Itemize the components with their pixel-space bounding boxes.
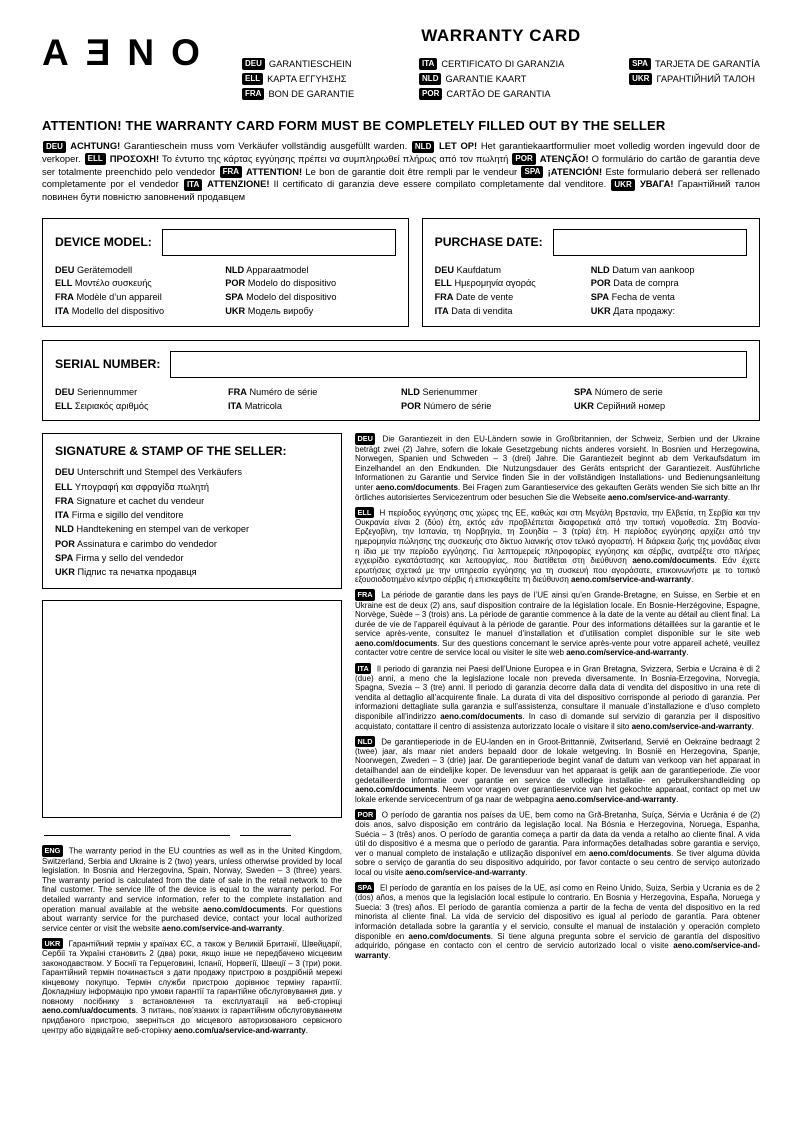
- language-code-badge: DEU: [355, 433, 375, 444]
- translation-label: Серійний номер: [596, 400, 666, 411]
- language-label: TARJETA DE GARANTÍA: [654, 59, 760, 69]
- translation-line: [401, 386, 574, 400]
- language-code-badge: POR: [512, 153, 535, 165]
- emphasis-text: aeno.com/service-and-warranty: [162, 923, 283, 933]
- language-label: CARTÃO DE GARANTIA: [446, 89, 551, 100]
- language-code-badge: SPA: [629, 58, 651, 70]
- device-model-label: DEVICE MODEL:: [55, 235, 152, 250]
- emphasis-text: УВАГА!: [635, 178, 674, 190]
- translation-column: [591, 264, 747, 319]
- device-model-box: [42, 218, 409, 327]
- language-list: [242, 58, 760, 103]
- translation-line: [228, 386, 401, 400]
- warranty-paragraph-por: POR O período de garantia nos países da UE, bem como na Grã-Bretanha, Suíça, Sérvia e Ucrânia é de (2) dois anos, salvo disposição em contrário da legislação local. Na Bósnia e Herzegovina, Noruega, Espanha, Suécia – 3 (três) anos. O período de garantia começa a partir da data da venda a retalho ao cliente final. A vida útil do dispositivo é a mesma que o período de garantia. Para informações detalhadas sobre garantia e serviço, ver o manual completo de instalação e utilização disponível em aeno.com/documents. Se tiver alguma dúvida sobre o serviço de garantia do seu dispositivo adquirido, por favor contacte o seu centro de serviço autorizado local ou visite aeno.com/service-and-warranty.: [355, 809, 760, 877]
- translation-column: [225, 264, 395, 319]
- translation-label: Fecha de venta: [611, 292, 675, 303]
- language-code-badge: SPA: [355, 882, 374, 893]
- signature-translations: [55, 465, 329, 579]
- language-code: POR: [225, 278, 246, 289]
- language-code: UKR: [574, 400, 594, 411]
- translation-line: [55, 508, 329, 522]
- translation-label: Número de serie: [594, 386, 663, 397]
- emphasis-text: LET OP!: [435, 140, 478, 152]
- language-item: [242, 58, 354, 70]
- translation-line: [435, 291, 591, 305]
- emphasis-text: ¡ATENCIÓN!: [544, 165, 603, 177]
- language-code-badge: FRA: [355, 589, 375, 600]
- language-code: ELL: [434, 278, 452, 289]
- translation-line: [225, 291, 395, 305]
- language-code-badge: SPA: [521, 166, 543, 178]
- field-boxes-row: [42, 218, 760, 327]
- language-code-badge: ENG: [42, 845, 63, 856]
- emphasis-text: aeno.com/service-and-warranty: [556, 794, 677, 804]
- translation-line: [228, 400, 401, 414]
- translation-label: Matricola: [244, 400, 282, 411]
- device-model-input[interactable]: [162, 229, 396, 256]
- language-code: SPA: [590, 292, 609, 303]
- translation-label: Date de vente: [456, 292, 514, 303]
- warranty-paragraph-ita: ITA Il periodo di garanzia nei Paesi dell’Unione Europea e in Gran Bretagna, Svizzera, Serbia e Ucraina è di 2 (due) anni, a meno che la legislazione locale non preveda diversamente. In Bosnia-Erzegovina, Norvegia, Spagna, Svezia – 3 (tre) anni. Il periodo di garanzia decorre dalla data di vendita del dispositivo in una rete di vendita al dettaglio all’acquirente finale. La durata di vita del dispositivo corrisponde al periodo di garanzia. Per informazioni dettagliate sulla garanzia e sull’assistenza, consultare il manuale d’installazione e d’uso completo disponibile all’indirizzo aeno.com/documents. In caso di domande sul servizio di garanzia per il dispositivo acquistato, contattare il centro di assistenza autorizzato locale o visitare il sito aeno.com/service-and-warranty.: [355, 663, 761, 731]
- serial-number-translations: [55, 386, 747, 414]
- language-label: CERTIFICATO DI GARANZIA: [441, 59, 565, 69]
- translation-column: [401, 386, 574, 414]
- translation-label: Gerätemodell: [76, 264, 133, 275]
- translation-line: [55, 291, 225, 305]
- language-label: GARANTIE KAART: [445, 74, 527, 85]
- language-code-badge: POR: [355, 809, 376, 820]
- bottom-section: [42, 433, 760, 1039]
- language-code: DEU: [55, 264, 75, 275]
- language-code-badge: ELL: [85, 153, 106, 165]
- emphasis-text: ΠΡΟΣΟΧΗ!: [106, 152, 160, 164]
- language-code: NLD: [225, 264, 245, 275]
- translation-label: Дата продажу:: [613, 306, 676, 317]
- signature-line-short: [240, 828, 290, 836]
- language-code: POR: [401, 400, 421, 411]
- language-code: SPA: [574, 386, 593, 397]
- language-item: [419, 88, 564, 100]
- language-code-badge: NLD: [412, 141, 434, 153]
- translation-line: [591, 291, 747, 305]
- emphasis-text: ATENÇÃO!: [536, 152, 589, 164]
- left-column: [42, 433, 342, 1039]
- language-code: DEU: [434, 264, 454, 275]
- language-item: [242, 73, 354, 85]
- serial-number-input[interactable]: [170, 351, 747, 378]
- device-model-translations: [55, 264, 396, 319]
- language-code: NLD: [401, 386, 420, 397]
- header: [42, 24, 760, 103]
- emphasis-text: ATTENZIONE!: [203, 178, 270, 190]
- emphasis-text: aeno.com/service-and-warranty: [566, 648, 687, 658]
- translation-label: Firma y sello del vendedor: [75, 552, 184, 563]
- language-code-badge: UKR: [611, 179, 634, 191]
- emphasis-text: ACHTUNG!: [66, 140, 121, 152]
- language-code: NLD: [55, 524, 74, 535]
- language-label: ГАРАНТІЙНИЙ ТАЛОН: [656, 74, 755, 85]
- language-label: BON DE GARANTIE: [268, 89, 355, 100]
- translation-label: Numéro de série: [249, 386, 318, 397]
- language-code: UKR: [590, 306, 611, 317]
- emphasis-text: aeno.com/documents: [408, 931, 491, 941]
- serial-number-label: SERIAL NUMBER:: [55, 357, 161, 372]
- signature-line-long: [44, 828, 230, 836]
- language-code: DEU: [55, 386, 75, 397]
- language-code: ITA: [434, 306, 449, 317]
- warranty-paragraph-eng: ENG The warranty period in the EU countries as well as in the United Kingdom, Switzerland, Serbia and Ukraine is 2 (two) years, unless otherwise provided by local legislation. In Bosnia and Herzegovina, Spain, Norway, Sweden – 3 (three) years. The warranty period is calculated from the date of sale in the retail network to the final customer. The service life of the device is equal to the warranty period. For detailed warranty and service information, refer to the complete installation and operation manual available at the website aeno.com/documents. For questions about warranty service for the purchased device, contact your local authorized service center or visit the website aeno.com/service-and-warranty.: [42, 846, 342, 933]
- translation-label: Підпис та печатка продавця: [77, 567, 197, 578]
- language-code: POR: [590, 278, 611, 289]
- language-code: FRA: [55, 495, 74, 506]
- translation-label: Σειριακός αριθμός: [74, 400, 149, 411]
- language-code: ITA: [55, 306, 70, 317]
- translation-label: Unterschrift und Stempel des Verkäufers: [76, 467, 242, 478]
- translation-line: [574, 400, 747, 414]
- page-title: WARRANTY CARD: [421, 26, 581, 45]
- translation-label: Apparaatmodel: [246, 264, 309, 275]
- language-code: SPA: [225, 292, 244, 303]
- translation-line: [55, 400, 228, 414]
- translation-label: Υπογραφή και σφραγίδα πωλητή: [74, 481, 209, 492]
- purchase-date-label: PURCHASE DATE:: [434, 235, 543, 250]
- language-item: [419, 58, 564, 70]
- language-code-badge: ITA: [355, 663, 371, 674]
- attention-text: DEU ACHTUNG! Garantieschein muss vom Verkäufer vollständig ausgefüllt warden. NLD LET OP! Het garantiekaartformulier moet volledig worden ingevuld door de verkoper. ELL ΠΡΟΣΟΧΗ! Το έντυπο της κάρτας εγγύησης πρέπει να συμπληρωθεί πλήρως από τον πωλητή POR ATENÇÃO! O formulário do cartão de garantia deve ser totalmente preenchido pelo vendedor FRA ATTENTION! Le bon de garantie doit être rempli par le vendeur SPA ¡ATENCIÓN! Este formulario deberá ser rellenado completamente por el vendedor ITA ATTENZIONE! Il certificato di garanzia deve essere compilato completamente dal venditore. UKR УВАГА! Гарантійний талон повинен бути повністю заповнений продавцем: [42, 140, 761, 202]
- translation-label: Modello del dispositivo: [71, 306, 165, 317]
- emphasis-text: aeno.com/service-and-warranty: [607, 492, 728, 502]
- language-code: UKR: [225, 306, 246, 317]
- device-model-head: [55, 229, 396, 256]
- header-right: [242, 24, 760, 103]
- translation-column: [435, 264, 591, 319]
- language-code: POR: [55, 538, 75, 549]
- language-code: ITA: [55, 510, 70, 521]
- translation-line: [401, 400, 574, 414]
- translation-line: [225, 305, 395, 319]
- language-code-badge: DEU: [43, 141, 66, 153]
- translation-line: [435, 264, 591, 278]
- warranty-paragraph-spa: SPA El período de garantía en los países de la UE, así como en Reino Unido, Suiza, Serbia y Ucrania es de 2 (dos) años, a menos que la legislación local estipule lo contrario. En Bosnia y Herzegovina, España, Noruega y Suecia: 3 (tres) años. El período de garantía comienza a partir de la fecha de venta del dispositivo en la red minorista al cliente final. La vida de servicio del dispositivo es igual al período de garantía. Para obtener información detallada sobre la garantía y el servicio, consulte el manual de instalación y operación completo disponible en aeno.com/documents. Si tiene alguna pregunta sobre el servicio de garantía del dispositivo adquirido, póngase en contacto con el centro de servicio autorizado local o visite aeno.com/service-and-warranty.: [355, 883, 761, 960]
- serial-number-head: [55, 351, 747, 378]
- language-code-badge: ITA: [184, 179, 202, 191]
- translation-label: Serienummer: [422, 386, 478, 397]
- language-code-badge: UKR: [42, 938, 63, 949]
- language-code: FRA: [55, 292, 74, 303]
- language-label: GARANTIESCHEIN: [268, 59, 352, 69]
- translation-line: [55, 565, 329, 579]
- emphasis-text: aeno.com/documents: [355, 785, 438, 795]
- signature-box: [42, 433, 342, 589]
- language-code-badge: FRA: [242, 88, 264, 100]
- language-code-badge: FRA: [220, 166, 242, 178]
- warranty-paragraph-ukr: UKR Гарантійний термін у країнах ЄС, а також у Великій Британії, Швейцарії, Сербії та Україні становить 2 (два) роки, якщо інше не передбачено місцевим законодавством. У Боснії та Герцеговині, Іспанії, Норвегії, Швеції – 3 (три) роки. Гарантійний термін починається з дати продажу пристрою в роздрібній мережі кінцевому покупцю. Термін служби пристрою дорівнює терміну гарантії. Докладнішу інформацію про умови гарантії та гарантійне обслуговування див. у повному посібнику з встановлення та експлуатації на веб-сторінці aeno.com/ua/documents. З питань, пов’язаних із гарантійним обслуговуванням придбаного пристрою, зверніться до місцевого авторизованого сервісного центру або відвідайте веб-сторінку aeno.com/ua/service-and-warranty.: [42, 938, 342, 1035]
- language-code: ELL: [55, 278, 73, 289]
- warranty-paragraph-fra: FRA La période de garantie dans les pays de l’UE ainsi qu’en Grande-Bretagne, en Suisse, en Serbie et en Ukraine est de deux (2) ans, sauf disposition contraire de la législation locale. En Bosnie-Herzégovine, Espagne, Norvège, Suède – 3 (trois) ans. La période de garantie commence à la date de la vente au détail au client final. La durée de vie de l’appareil équivaut à la période de garantie. Pour des informations détaillées sur la garantie et le service après-vente, consultez le manuel d’installation et d’utilisation complet disponible sur le site web aeno.com/documents. Sur des questions concernant le service après-vente pour votre appareil acheté, veuillez contacter votre centre de service local ou visiter le site web aeno.com/service-and-warranty.: [355, 590, 760, 658]
- translation-label: Seriennummer: [76, 386, 138, 397]
- language-code: SPA: [55, 552, 74, 563]
- emphasis-text: aeno.com/ua/service-and-warranty: [174, 1025, 306, 1035]
- language-code-badge: ITA: [419, 58, 437, 70]
- language-column: [629, 58, 760, 103]
- purchase-date-input[interactable]: [553, 229, 747, 256]
- translation-line: [574, 386, 747, 400]
- translation-line: [55, 465, 329, 479]
- translation-line: [55, 537, 329, 551]
- translation-line: [55, 305, 225, 319]
- language-code-badge: POR: [419, 88, 442, 100]
- language-column: [419, 58, 564, 103]
- language-item: [629, 73, 760, 85]
- purchase-date-head: [435, 229, 747, 256]
- right-column: [355, 433, 760, 964]
- translation-label: Modelo do dispositivo: [247, 278, 337, 289]
- emphasis-text: aeno.com/documents: [588, 848, 672, 858]
- language-item: [419, 73, 564, 85]
- language-code-badge: DEU: [242, 58, 265, 70]
- emphasis-text: aeno.com/ua/documents: [42, 1006, 136, 1016]
- language-code-badge: NLD: [419, 73, 441, 85]
- emphasis-text: ATTENTION!: [243, 165, 303, 177]
- translation-label: Data de compra: [613, 278, 679, 289]
- attention-heading: ATTENTION! THE WARRANTY CARD FORM MUST BE COMPLETELY FILLED OUT BY THE SELLER: [42, 118, 666, 134]
- emphasis-text: aeno.com/documents: [202, 904, 286, 914]
- translation-column: [574, 386, 747, 414]
- language-code-badge: NLD: [355, 736, 375, 747]
- warranty-paragraph-deu: DEU Die Garantiezeit in den EU-Ländern sowie in Großbritannien, der Schweiz, Serbien und der Ukraine beträgt zwei (2) Jahre, sofern die lokale Gesetzgebung nichts anderes vorsieht. In Bosnien und Herzegowina, Norwegen, Spanien und Schweden – 3 (drei) Jahre. Die Garantiezeit beginnt ab dem Verkaufsdatum im Einzelhandel an den Endkunden. Die Nutzungsdauer des Geräts entspricht der Garantiezeit. Ausführliche Informationen zu Garantie und Service finden Sie in der vollständigen Installations- und Bedienungsanleitung unter aeno.com/documents. Bei Fragen zum Garantieservice des gekauften Geräts wenden Sie sich bitte an Ihr örtliches autorisiertes Servicezentrum oder besuchen Sie die Webseite aeno.com/service-and-warranty.: [355, 434, 760, 502]
- translation-line: [55, 386, 228, 400]
- language-code: ITA: [228, 400, 243, 411]
- translation-column: [55, 264, 225, 319]
- language-code: ELL: [55, 400, 73, 411]
- translation-label: Μοντέλο συσκευής: [74, 278, 152, 289]
- emphasis-text: aeno.com/documents: [355, 638, 438, 648]
- language-code: UKR: [55, 567, 75, 578]
- language-column: [242, 58, 354, 103]
- emphasis-text: aeno.com/service-and-warranty: [405, 867, 526, 877]
- language-code: FRA: [228, 386, 247, 397]
- emphasis-text: aeno.com/documents: [440, 712, 523, 722]
- translation-label: Assinatura e carimbo do vendedor: [76, 538, 217, 549]
- translation-line: [591, 305, 747, 319]
- translation-label: Modelo del dispositivo: [246, 292, 337, 303]
- translation-line: [55, 522, 329, 536]
- serial-number-box: [42, 340, 760, 422]
- language-item: [629, 58, 760, 70]
- language-code-badge: UKR: [629, 73, 652, 85]
- translation-label: Handtekening en stempel van de verkoper: [76, 524, 250, 535]
- stamp-area[interactable]: [42, 600, 342, 818]
- aeno-logo: AƎNO: [42, 32, 217, 73]
- language-code: FRA: [434, 292, 454, 303]
- translation-line: [225, 277, 395, 291]
- translation-line: [225, 264, 395, 278]
- language-label: ΚΑΡΤΑ ΕΓΓΥΗΣΗΣ: [267, 74, 347, 85]
- translation-label: Kaufdatum: [456, 264, 501, 275]
- emphasis-text: aeno.com/service-and-warranty: [631, 721, 752, 731]
- translation-label: Модель виробу: [247, 306, 314, 317]
- warranty-paragraph-ell: ELL Η περίοδος εγγύησης στις χώρες της ΕΕ, καθώς και στη Μεγάλη Βρετανία, την Ελβετία, τη Σερβία και την Ουκρανία είναι 2 (δύο) έτη, εκτός εάν προβλέπεται διαφορετικά από την τοπική νομοθεσία. Στη Βοσνία-Ερζεγοβίνη, την Ισπανία, τη Νορβηγία, τη Σουηδία – 3 (τρία) έτη. Η περίοδος εγγύησης αρχίζει από την ημερομηνία πώλησης της συσκευής στο δίκτυο λιανικής στον τελικό αγοραστή. Η διάρκεια ζωής της μονάδας είναι η ίδια με την περίοδο εγγύησης. Για λεπτομερείς πληροφορίες εγγύησης και σέρβις, ανατρέξτε στο πλήρες εγχειρίδιο εγκατάστασης και λειτουργίας, που διατίθεται στη διεύθυνση aeno.com/documents. Εάν έχετε ερωτήσεις σχετικά με την υπηρεσία εγγύησης για τη συσκευή που αγοράσατε, επικοινωνήστε με το τοπικό εξουσιοδοτημένο κέντρο σέρβις ή επισκεφθείτε τη διεύθυνση aeno.com/service-and-warranty.: [355, 507, 761, 585]
- translation-label: Modèle d’un appareil: [76, 292, 162, 303]
- translation-line: [55, 494, 329, 508]
- translation-line: [55, 551, 329, 565]
- purchase-date-translations: [435, 264, 747, 319]
- translation-label: Número de série: [423, 400, 492, 411]
- language-code: DEU: [55, 467, 75, 478]
- emphasis-text: aeno.com/documents: [375, 482, 458, 492]
- language-code: ELL: [55, 481, 73, 492]
- translation-line: [435, 305, 591, 319]
- language-item: [242, 88, 354, 100]
- language-code-badge: ELL: [242, 73, 263, 85]
- translation-label: Firma e sigillo del venditore: [71, 510, 184, 521]
- translation-line: [55, 277, 225, 291]
- emphasis-text: aeno.com/service-and-warranty: [355, 941, 760, 960]
- translation-label: Ημερομηνία αγοράς: [454, 278, 536, 289]
- purchase-date-box: [422, 218, 760, 327]
- translation-column: [228, 386, 401, 414]
- translation-line: [55, 480, 329, 494]
- emphasis-text: aeno.com/service-and-warranty: [571, 575, 692, 585]
- signature-heading: SIGNATURE & STAMP OF THE SELLER:: [55, 444, 287, 459]
- translation-label: Signature et cachet du vendeur: [76, 495, 205, 506]
- language-code: NLD: [590, 264, 610, 275]
- warranty-paragraph-nld: NLD De garantieperiode in de EU-landen en in Groot-Brittannië, Zwitserland, Servië en Oekraïne bedraagt 2 (twee) jaar, als maar niet anders bepaald door de lokale wetgeving. In Bosnië en Herzegovina, Spanje, Noorwegen, Zweden – 3 (drie) jaar. De garantieperiode begint vanaf de datum van verkoop van het apparaat in detailhandel aan de eindelijke koper. De levensduur van het apparaat is gelijk aan de garantieperiode. Zie voor gedetailleerde informatie over garantie en service de volledige installatie- en gebruikershandleiding op aeno.com/documents. Neem voor vragen over garantieservice van het gekochte apparaat, contact op met uw lokale erkende servicecentrum of ga naar de webpagina aeno.com/service-and-warranty.: [355, 736, 760, 804]
- emphasis-text: aeno.com/documents: [632, 556, 715, 566]
- translation-line: [435, 277, 591, 291]
- translation-line: [591, 264, 747, 278]
- translation-label: Data di vendita: [451, 306, 513, 317]
- translation-label: Datum van aankoop: [612, 264, 695, 275]
- signature-line: [44, 828, 340, 836]
- translation-column: [55, 386, 228, 414]
- language-code-badge: ELL: [355, 507, 374, 518]
- translation-line: [55, 264, 225, 278]
- translation-line: [591, 277, 747, 291]
